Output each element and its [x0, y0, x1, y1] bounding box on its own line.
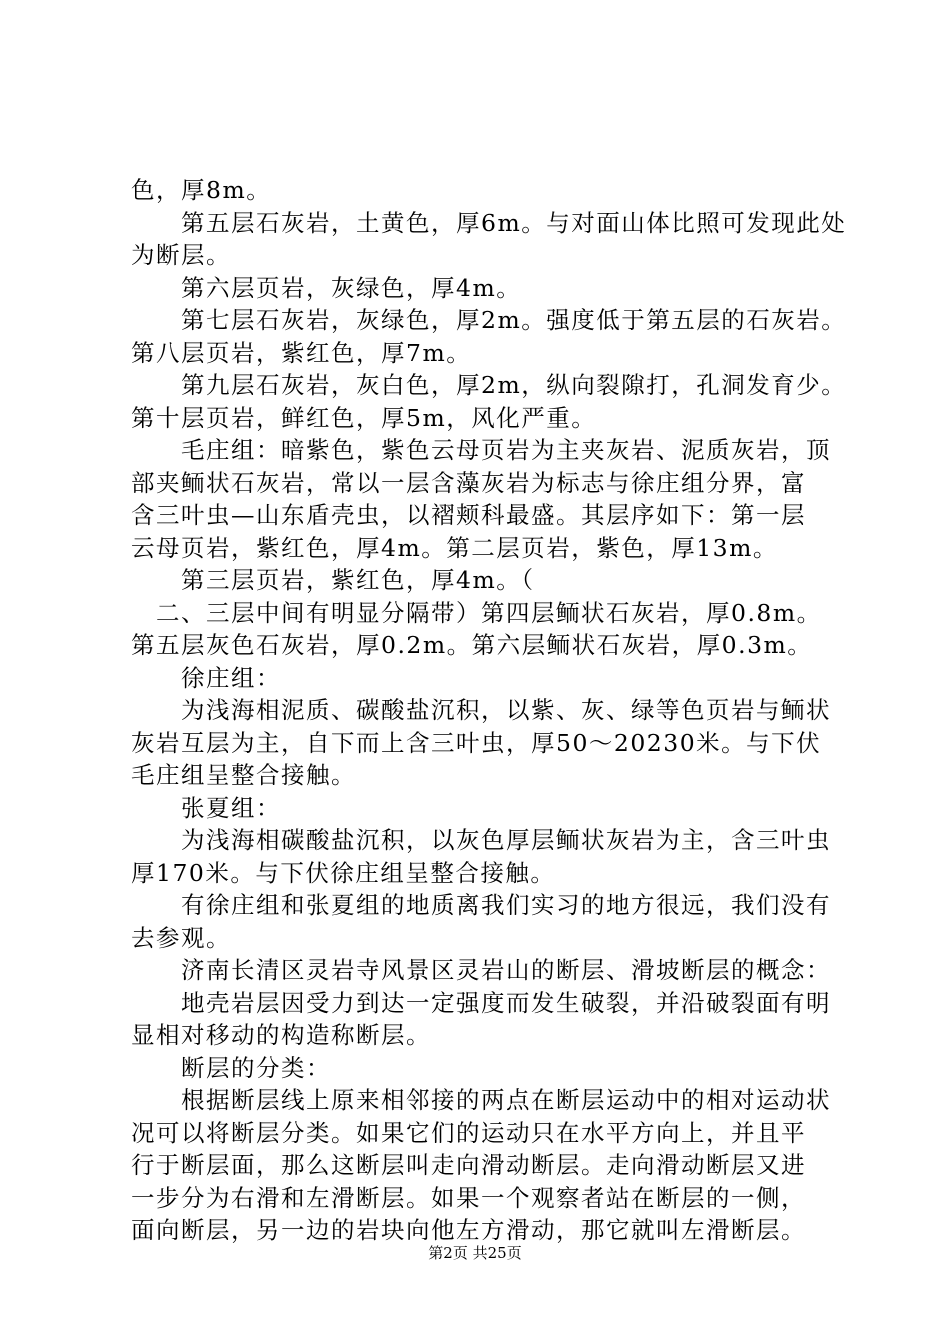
text-line: 根据断层线上原来相邻接的两点在断层运动中的相对运动状 [131, 1086, 831, 1114]
text-line: 去参观。 [131, 923, 231, 952]
text-line: 显相对移动的构造称断层。 [131, 1021, 431, 1049]
text-line: 面向断层，另一边的岩块向他左方滑动，那它就叫左滑断层。 [131, 1216, 806, 1244]
text-line: 二、三层中间有明显分隔带）第四层鲕状石灰岩，厚0.8m。 [131, 598, 822, 627]
text-line: 况可以将断层分类。如果它们的运动只在水平方向上，并且平 [131, 1118, 806, 1147]
text-line: 第七层石灰岩，灰绿色，厚2m。强度低于第五层的石灰岩。 [131, 306, 847, 334]
text-line: 断层的分类： [131, 1053, 331, 1082]
text-line: 含三叶虫—山东盾壳虫，以褶颊科最盛。其层序如下：第一层 [131, 501, 806, 529]
text-line: 第十层页岩，鲜红色，厚5m，风化严重。 [131, 403, 597, 432]
text-line: 地壳岩层因受力到达一定强度而发生破裂，并沿破裂面有明 [131, 988, 831, 1017]
text-line: 第三层页岩，紫红色，厚4m。（ [131, 566, 535, 594]
text-line: 为浅海相泥质、碳酸盐沉积，以紫、灰、绿等色页岩与鲕状 [131, 696, 831, 724]
text-line: 徐庄组： [131, 663, 281, 692]
text-line: 第五层石灰岩，土黄色，厚6m。与对面山体比照可发现此处 [131, 208, 847, 237]
text-line: 张夏组： [131, 793, 281, 822]
text-line: 一步分为右滑和左滑断层。如果一个观察者站在断层的一侧， [131, 1183, 806, 1212]
text-line: 行于断层面，那么这断层叫走向滑动断层。走向滑动断层又进 [131, 1151, 806, 1179]
text-line: 第五层灰色石灰岩，厚0.2m。第六层鲕状石灰岩，厚0.3m。 [131, 631, 813, 659]
page-footer: 第2页 共25页 [428, 1244, 522, 1262]
body-text [131, 174, 847, 1247]
text-line: 第六层页岩，灰绿色，厚4m。 [131, 273, 522, 302]
text-line: 为浅海相碳酸盐沉积，以灰色厚层鲕状灰岩为主，含三叶虫 [131, 826, 831, 854]
text-line: 第八层页岩，紫红色，厚7m。 [131, 338, 472, 367]
text-line: 色，厚8m。 [131, 176, 272, 204]
text-line: 云母页岩，紫红色，厚4m。第二层页岩，紫色，厚13m。 [131, 533, 778, 562]
text-line: 第九层石灰岩，灰白色，厚2m，纵向裂隙打，孔洞发育少。 [131, 371, 847, 399]
text-line: 有徐庄组和张夏组的地质离我们实习的地方很远，我们没有 [131, 891, 831, 919]
text-line: 厚170米。与下伏徐庄组呈整合接触。 [131, 858, 556, 887]
text-line: 为断层。 [131, 241, 231, 269]
text-line: 毛庄组：暗紫色，紫色云母页岩为主夹灰岩、泥质灰岩，顶 [131, 436, 831, 464]
text-line: 部夹鲕状石灰岩，常以一层含藻灰岩为标志与徐庄组分界，富 [131, 468, 806, 497]
text-line: 毛庄组呈整合接触。 [131, 761, 356, 789]
text-line: 灰岩互层为主，自下而上含三叶虫，厚50～20230米。与下伏 [131, 728, 822, 757]
text-line: 济南长清区灵岩寺风景区灵岩山的断层、滑坡断层的概念： [131, 956, 831, 984]
